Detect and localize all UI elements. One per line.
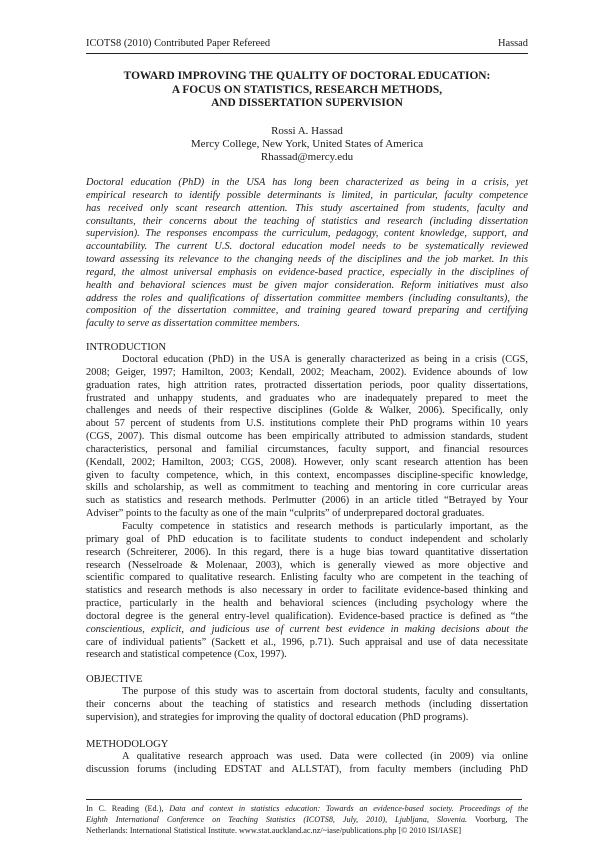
abstract (86, 177, 528, 331)
body-line: Faculty competence in statistics and research methods is particularly important, as the (122, 521, 528, 532)
footnote-line (86, 814, 528, 825)
abstract-line: supervision). The responses encompass the curriculum, pedagogy, content knowledge, support, and (86, 228, 528, 240)
body-line: scientific compared to qualitative research. Enlisting faculty who are competent in the teaching of (86, 572, 528, 584)
body-line: their concerns about the teaching of statistics and research methods (including dissertation (86, 698, 528, 710)
footnote-line (86, 803, 528, 814)
title-line: AND DISSERTATION SUPERVISION (211, 97, 403, 110)
body-line: The purpose of this study was to ascertain from doctoral students, faculty and consultants, (122, 686, 528, 697)
body-line: discussion forums (including EDSTAT and ALLSTAT), from faculty members (including PhD (86, 763, 528, 775)
footnote-book-title: Data and context in statistics education: Towards an evidence-based society. Proceedings of the (169, 804, 528, 813)
introduction-paragraph-1 (86, 354, 528, 521)
body-line: (CGS, 2007). This dismal outcome has been empirically attributed to admission standards, student (86, 431, 528, 443)
abstract-line: consultants, their concerns about the teaching of statistics and research (including dissertation (86, 215, 528, 227)
body-line: skills and scholarship, as well as commitment to teaching and mentoring in core curricular areas (86, 482, 528, 494)
introduction-paragraph-2 (86, 521, 528, 662)
body-line: conscientious, explicit, and judicious use of current best evidence in making decisions about the (86, 623, 528, 635)
body-line: characteristics, personal and familial circumstances, faculty support, and financial resources (86, 443, 528, 455)
body-line: Adviser” points to the faculty as one of the main “culprits” of underprepared doctoral graduates. (86, 508, 485, 520)
abstract-line: composition of the dissertation committee, and training geared toward preparing and certifying (86, 305, 528, 317)
author-affiliation: Mercy College, New York, United States of America (190, 138, 424, 151)
body-line: research and statistical competence (Cox, 1997). (86, 649, 287, 661)
abstract-line: accountability. The current U.S. doctoral education model needs to be systematically reviewed (86, 241, 528, 253)
abstract-line: Doctoral education (PhD) in the USA has long been characterized as being in a crisis, yet (86, 177, 528, 188)
body-line: doctoral degree is the general entry-level qualification). Evidence-based practice is defined as “the (86, 610, 528, 622)
objective-heading: OBJECTIVE (86, 674, 143, 685)
body-line: frustrated and unhappy students, and graduates who are inadequately prepared to meet the (86, 392, 528, 404)
methodology-paragraph (86, 751, 528, 777)
header-author: Hassad (497, 38, 528, 49)
body-line: graduation rates, high attrition rates, protracted dissertation periods, poor quality dissertations, (86, 379, 528, 391)
body-line: A qualitative research approach was used. Data were collected (in 2009) via online (122, 751, 528, 762)
abstract-line: health and behavioral sciences must be given major consideration. Reform initiatives must also (86, 279, 528, 291)
footnote (86, 803, 528, 836)
author-name: Rossi A. Hassad (271, 125, 343, 137)
body-line: Doctoral education (PhD) in the USA is generally characterized as being in a crisis (CGS, (122, 354, 528, 365)
body-line: supervision), and strategies for improving the quality of doctoral education (PhD programs). (86, 711, 469, 723)
body-line: statistics and research methods is also necessary in order to facilitate evidence-based thinking and (86, 585, 528, 597)
header-conference: ICOTS8 (2010) Contributed Paper Refereed (86, 38, 271, 49)
body-line: given to faculty competence, which, in this context, encompasses discipline-specific knowledge, (86, 469, 528, 481)
abstract-line: has received only scant research attention. This study ascertained from students, faculty and (86, 202, 528, 214)
header-rule (86, 53, 528, 54)
body-line: primary goal of PhD education is to facilitate students to conduct independent and scholarly (86, 533, 528, 545)
body-line: (Kendall, 2002; Hamilton, 2003; CGS, 2008). However, only scant research attention has been (86, 456, 528, 468)
body-line: such as statistics and research methods. Perlmutter (2006) in an article titled “Betrayed by Your (86, 495, 528, 507)
body-line: challenges and needs of their respective disciplines (Golde & Walker, 2006). Specifically, only (86, 405, 528, 417)
body-line: 2008; Geiger, 1997; Hamilton, 2003; Kendall, 2002; Meacham, 2002). Evidence abounds of low (86, 366, 528, 378)
footnote-proceedings: Eighth International Conference on Teaching Statistics (ICOTS8, July, 2010), Ljubljana, Slovenia. (86, 815, 468, 824)
title-line: TOWARD IMPROVING THE QUALITY OF DOCTORAL EDUCATION: (123, 70, 491, 82)
objective-paragraph (86, 686, 528, 725)
abstract-line: empirical research to identify possible determinants is limited, in particular, faculty competence (86, 189, 528, 201)
body-line: research (Schreiterer, 2006). In this regard, there is a huge bias toward quantitative dissertation (86, 546, 528, 558)
body-line: care of individual patients” (Sackett et al., 1996, p.71). Such appraisal and use of data necessitate (86, 636, 528, 648)
abstract-line: address the roles and qualifications of dissertation committee members (including consultants), the (86, 292, 528, 304)
paper-title (86, 70, 528, 111)
abstract-line: faculty to serve as dissertation committee members. (86, 318, 301, 330)
abstract-line: regard, the almost universal emphasis on evidence-based practice, especially in the disciplines of (86, 266, 528, 278)
title-line: A FOCUS ON STATISTICS, RESEARCH METHODS, (171, 83, 443, 96)
footnote-place: Voorburg, The (467, 815, 529, 824)
footnote-line: Netherlands: International Statistical Institute. www.stat.auckland.ac.nz/~iase/publications.php [© 2010 ISI/IASE] (86, 826, 462, 835)
body-line: about 57 percent of students from U.S. institutions complete their PhD programs within 10 years (86, 418, 528, 430)
running-header (86, 37, 528, 51)
body-line: research (Nesselroade & Molenaar, 2003), which is generally viewed as more objective and (86, 559, 528, 571)
abstract-line: toward assessing its relevance to the changing needs of the disciplines and the job market. In this (86, 254, 528, 266)
methodology-heading: METHODOLOGY (86, 739, 169, 750)
author-block (86, 125, 528, 165)
author-email: Rhassad@mercy.edu (260, 151, 354, 164)
footnote-editor: In C. Reading (Ed.), (86, 804, 170, 813)
introduction-heading: INTRODUCTION (86, 342, 167, 353)
body-line: practice, particularly in the health and behavioral sciences (including psychology where the (86, 598, 528, 610)
footnote-rule (86, 799, 522, 800)
